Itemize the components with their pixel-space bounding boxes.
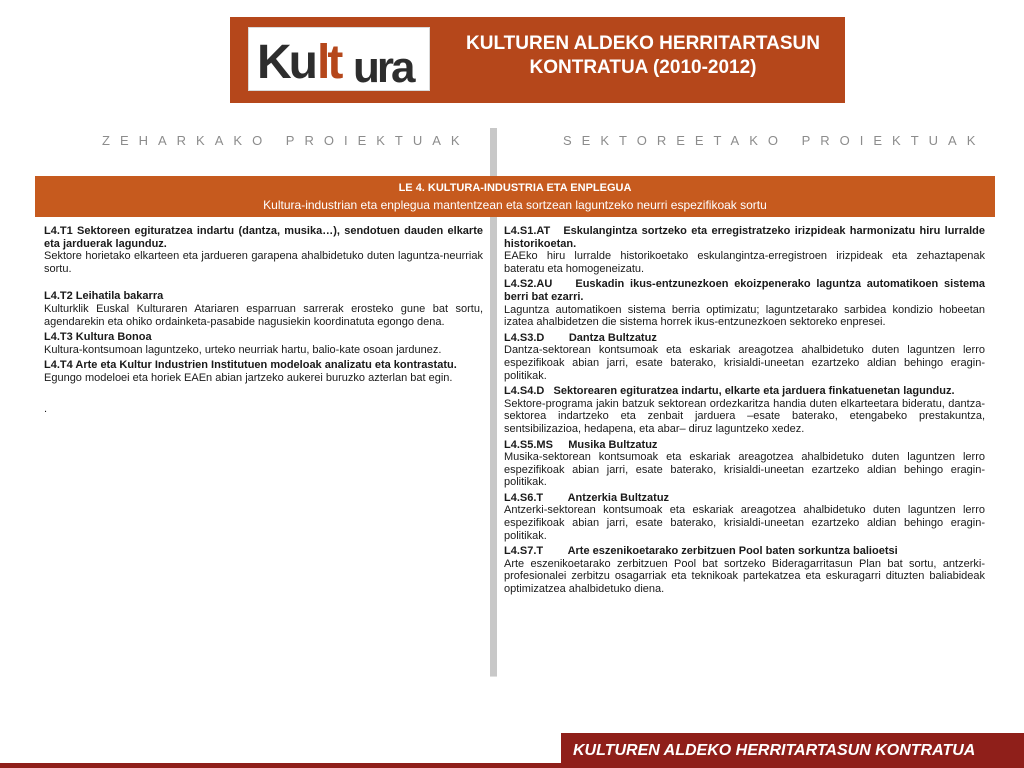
le-title: LE 4. KULTURA-INDUSTRIA ETA ENPLEGUA: [398, 182, 632, 194]
item-code: L4.S7.T: [504, 545, 544, 558]
left-item-head: L4.T1 Sektoreen egituratzea indartu (dantza, musika…), sendotuen dauden elkarte eta jarduerak lagunduz.: [44, 225, 483, 250]
left-item-head: L4.T3 Kultura Bonoa: [44, 331, 152, 344]
item-title: Musika Bultzatuz: [568, 438, 658, 451]
item-title: Arte eszenikoetarako zerbitzuen Pool baten sorkuntza balioetsi: [567, 545, 898, 558]
le-subtitle: Kultura-industrian eta enplegua mantentzean eta sortzean laguntzeko neurri espezifikoak sortu: [263, 198, 767, 212]
right-item-head: [504, 332, 985, 345]
logo-text-accent: lt: [317, 36, 341, 88]
left-item-body: Sektore horietako elkarteen eta jardueren garapena ahalbidetuko duten laguntza-neurriak sortu.: [44, 250, 483, 275]
item-title: Sektorearen egituratzea indartu, elkarte eta jarduera finkatuenetan lagunduz.: [553, 385, 955, 398]
right-item-head: [504, 225, 985, 250]
right-item-head: [504, 545, 985, 558]
section-label-sektoreetako: SEKTOREETAKO PROIEKTUAK: [563, 133, 986, 148]
item-title: Antzerkia Bultzatuz: [567, 491, 670, 504]
left-item-head: L4.T4 Arte eta Kultur Industrien Institutuen modeloak analizatu eta kontrastatu.: [44, 359, 457, 372]
le-banner: [35, 176, 995, 217]
right-item-body: Antzerki-sektorean kontsumoak eta eskariak areagotzea ahalbidetuko duten laguntzen lerro espezifikoak abian jarri, esate baterako, krisialdi-uneetan ezartzeko aldian behingo eragin-politikak.: [504, 504, 985, 542]
item-title: Euskadin ikus-entzunezkoen ekoizpenerako laguntza automatikoen sistema berri bat ezarri.: [504, 278, 985, 303]
item-code: L4.S4.D: [504, 385, 545, 398]
item-code: L4.S3.D: [504, 331, 545, 344]
right-item-body: Dantza-sektorean kontsumoak eta eskariak areagotzea ahalbidetuko duten laguntzen lerro espezifikoak abian jarri, esate baterako, krisialdi-uneetan ezartzeko aldian behingo eragin-politikak.: [504, 344, 985, 382]
header-title-line2: KONTRATUA (2010-2012): [529, 57, 757, 78]
header-title: [448, 32, 838, 80]
spacer: [44, 278, 483, 290]
item-code: L4.S6.T: [504, 491, 544, 504]
right-item-body: EAEko hiru lurralde historikoetako eskulangintza-erregistroen irizpideak eta zehaztapenak bateratu eta homogeneizatu.: [504, 250, 985, 275]
left-item-head: L4.T2 Leihatila bakarra: [44, 290, 164, 303]
section-label-zeharkako: ZEHARKAKO PROIEKTUAK: [102, 133, 470, 148]
kultura-logo: [248, 27, 430, 91]
trailing-dot: .: [44, 402, 48, 415]
right-item-body: Arte eszenikoetarako zerbitzuen Pool bat sortzeko Bideragarritasun Plan bat sortu, antzerki-profesionalei zerbitzu osagarriak eta teknikoak partekatzea eta eskuragarri dituzten baliabideak optimizatzea ahalbidetuko diena.: [504, 557, 985, 596]
right-column: [497, 217, 995, 677]
item-title: Dantza Bultzatuz: [568, 331, 657, 344]
item-code: L4.S5.MS: [504, 438, 553, 451]
left-item-body: Kulturklik Euskal Kulturaren Atariaren esparruan sarrerak erosteko gune bat sortu, agendarekin eta ohiko ordainketa-pasabide nagusiekin koordinatuta egongo dena.: [44, 302, 483, 328]
right-item-head: [504, 278, 985, 303]
header-title-line1: KULTUREN ALDEKO HERRITARTASUN: [466, 33, 820, 54]
right-item-head: [504, 492, 985, 505]
left-item-body: Kultura-kontsumoan laguntzeko, urteko neurriak hartu, balio-kate osoan jardunez.: [44, 343, 442, 356]
right-item-body: Sektore-programa jakin batzuk sektorean ordezkaritza handia duten elkarteetara bideratu, dantza-sektorea indartzeko eta zenbait jarduera –esate baterako, etengabeko prestakuntza, sentsibilizazioa, hedapena, eta abar– diruz laguntzeko xedez.: [504, 397, 985, 435]
column-separator: [490, 217, 497, 677]
item-code: L4.S1.AT: [504, 225, 551, 237]
item-title: Eskulangintza sortzeko eta erregistratzeko irizpideak harmonizatu hiru lurralde historikoetan.: [504, 225, 985, 250]
left-item-body: Egungo modeloei eta horiek EAEn abian jartzeko aukerei buruzko azterlan bat egin.: [44, 371, 453, 384]
right-item-body: Musika-sektorean kontsumoak eta eskariak areagotzea ahalbidetuko duten laguntzen lerro espezifikoak abian jarri, esate baterako, krisialdi-uneetan ezartzeko aldian behingo eragin-politikak.: [504, 451, 985, 489]
header-banner: [230, 17, 845, 103]
logo-text-dark: Ku: [257, 36, 315, 88]
left-column: [35, 217, 490, 677]
kultura-logo-icon: [255, 32, 425, 88]
item-code: L4.S2.AU: [504, 278, 553, 291]
right-item-head: [504, 385, 985, 398]
right-item-body: Laguntza automatikoen sistema berria optimizatu; laguntzetarako sarbidea kondizio hobeetan izatea ahalbidetzen die sistema horrek ikus-entzunezkoen sektoreko enpresei.: [504, 303, 985, 329]
section-divider: [490, 128, 497, 178]
right-item-head: [504, 439, 985, 452]
footer-title: KULTUREN ALDEKO HERRITARTASUN KONTRATUA: [561, 733, 1024, 768]
logo-text-end: ura: [353, 43, 413, 88]
